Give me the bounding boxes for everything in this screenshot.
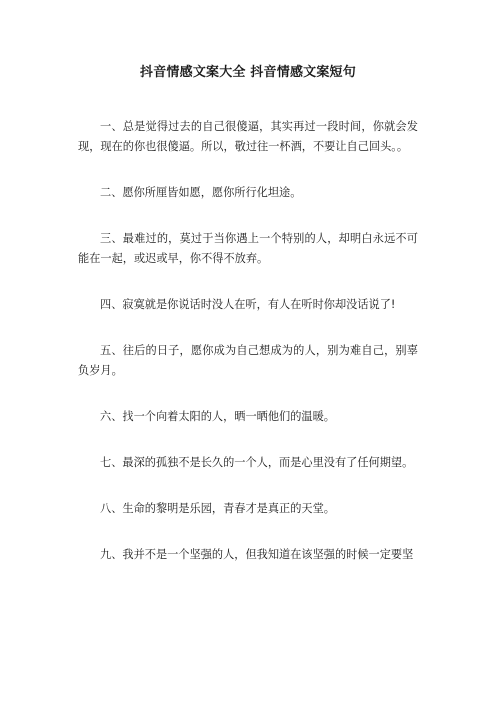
paragraph-1: 一、总是觉得过去的自己很傻逼，其实再过一段时间，你就会发现，现在的你也很傻逼。所以，敬过往一杯酒，不要让自己回头。。 xyxy=(78,120,418,153)
paragraph-5: 五、往后的日子，愿你成为自己想成为的人，别为难自己，别辜负岁月。 xyxy=(78,344,418,377)
paragraph-4: 四、寂寞就是你说话时没人在听，有人在听时你却没话说了! xyxy=(100,298,396,311)
paragraph-3: 三、最难过的，莫过于当你遇上一个特别的人，却明白永远不可能在一起，或迟或早，你不得不放弃。 xyxy=(78,232,418,265)
document-title: 抖音情感文案大全 抖音情感文案短句 xyxy=(140,65,356,80)
paragraph-9: 九、我并不是一个坚强的人，但我知道在该坚强的时候一定要坚 xyxy=(100,548,414,561)
paragraph-7: 七、最深的孤独不是长久的一个人，而是心里没有了任何期望。 xyxy=(100,456,414,469)
paragraph-2: 二、愿你所厘皆如愿，愿你所行化坦途。 xyxy=(100,186,302,199)
paragraph-8: 八、生命的黎明是乐园，青春才是真正的天堂。 xyxy=(100,502,335,515)
paragraph-6: 六、找一个向着太阳的人，晒一晒他们的温暖。 xyxy=(100,410,335,423)
